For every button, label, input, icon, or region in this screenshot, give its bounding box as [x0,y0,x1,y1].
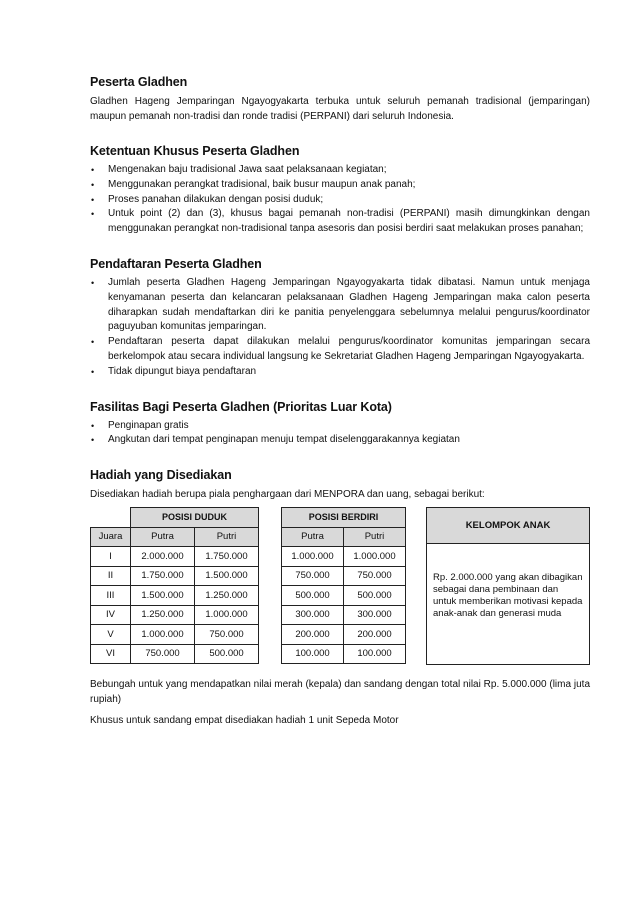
cell-juara: III [91,586,131,606]
cell-putra: 1.000.000 [131,625,195,645]
list-item [90,419,590,434]
bullet-icon: • [91,165,95,175]
table-row [282,605,406,625]
table-row [91,625,259,645]
col-header-putri: Putri [195,527,259,547]
cell-putra: 500.000 [282,586,344,606]
section-peserta [90,75,590,124]
table-kelompok-anak [426,507,590,665]
col-header-putra: Putra [131,527,195,547]
table-row [91,644,259,664]
bullet-icon: • [91,277,95,288]
section-title: Pendaftaran Peserta Gladhen [90,256,262,271]
group-header: POSISI DUDUK [131,508,259,528]
table-row [91,605,259,625]
list-item [90,365,590,380]
prize-note: Khusus untuk sandang empat disediakan hadiah 1 unit Sepeda Motor [90,715,399,727]
table-row [282,586,406,606]
table-posisi-berdiri [281,507,406,664]
list-item [90,193,590,208]
bullet-icon: • [91,194,95,205]
cell-putra: 300.000 [282,605,344,625]
section-title: Ketentuan Khusus Peserta Gladhen [90,144,300,158]
list-item [90,178,590,193]
cell-putra: 100.000 [282,644,344,664]
list-item-text: Proses panahan dilakukan dengan posisi duduk; [108,193,324,205]
bullet-icon: • [91,179,95,190]
cell-juara: I [91,547,131,567]
table-row [91,566,259,586]
list-item [90,163,590,178]
table-row [91,547,259,567]
kelompok-header: KELOMPOK ANAK [427,508,590,544]
cell-juara: II [91,566,131,586]
table-posisi-duduk [90,507,259,664]
prize-note: Bebungah untuk yang mendapatkan nilai merah (kepala) dan sandang dengan total nilai Rp. 5.000.000 (lima juta rupiah) [90,679,590,706]
cell-putra: 750.000 [131,644,195,664]
list-item [90,433,590,448]
cell-putra: 1.000.000 [282,547,344,567]
cell-putri: 200.000 [344,625,406,645]
cell-juara: V [91,625,131,645]
section-title: Fasilitas Bagi Peserta Gladhen (Prioritas Luar Kota) [90,399,392,414]
cell-putra: 1.250.000 [131,605,195,625]
cell-putri: 300.000 [344,605,406,625]
cell-putri: 1.750.000 [195,547,259,567]
cell-putra: 1.750.000 [131,566,195,586]
col-header-putri: Putri [344,527,406,547]
prize-tables [90,507,590,667]
section-hadiah [90,468,590,728]
table-row [91,586,259,606]
table-row [282,547,406,567]
table-row [282,644,406,664]
cell-putri: 500.000 [344,586,406,606]
list-item-text: Tidak dipungut biaya pendaftaran [108,365,257,377]
bullet-icon: • [91,209,95,220]
cell-putri: 100.000 [344,644,406,664]
list-item-text: Penginapan gratis [108,419,189,431]
list-item-text: Angkutan dari tempat penginapan menuju tempat diselenggarakannya kegiatan [108,434,460,446]
cell-juara: IV [91,605,131,625]
section-fasilitas [90,400,590,449]
bullet-icon: • [91,337,95,348]
cell-putri: 750.000 [344,566,406,586]
cell-putri: 1.250.000 [195,586,259,606]
table-row [282,625,406,645]
list-item-text: Pendaftaran peserta dapat dilakukan melalui pengurus/koordinator komunitas jemparingan secara berkelompok atau secara individual langsung ke Sekretariat Gladhen Hageng Jemparingan Ngayogyakarta. [108,336,590,362]
list-item [90,276,590,335]
cell-putra: 750.000 [282,566,344,586]
list-item-text: Menggunakan perangkat tradisional, baik busur maupun anak panah; [108,178,416,190]
cell-putri: 1.500.000 [195,566,259,586]
cell-juara: VI [91,644,131,664]
section-title: Hadiah yang Disediakan [90,468,232,483]
bullet-icon: • [91,366,95,377]
table-corner [91,508,131,528]
cell-putri: 1.000.000 [195,605,259,625]
bullet-icon: • [91,420,95,431]
bullet-icon: • [91,435,95,446]
cell-putra: 2.000.000 [131,547,195,567]
section-title: Peserta Gladhen [90,75,188,89]
cell-putri: 1.000.000 [344,547,406,567]
group-header: POSISI BERDIRI [282,508,406,528]
bullet-list [90,276,590,380]
bullet-list [90,163,590,237]
col-header-putra: Putra [282,527,344,547]
list-item-text: Mengenakan baju tradisional Jawa saat pelaksanaan kegiatan; [108,164,387,175]
document-page [90,75,590,728]
cell-putri: 500.000 [195,644,259,664]
bullet-list [90,419,590,449]
kelompok-body: Rp. 2.000.000 yang akan dibagikan sebagai dana pembinaan dan untuk memberikan motivasi kepada anak-anak dan generasi muda [427,544,590,665]
section-pendaftaran [90,257,590,380]
col-header-juara: Juara [91,527,131,547]
section-body: Gladhen Hageng Jemparingan Ngayogyakarta terbuka untuk seluruh pemanah tradisional (jemparingan) maupun pemanah non-tradisi dan ronde tradisi (PERPANI) dari seluruh Indonesia. [90,96,590,122]
list-item-text: Jumlah peserta Gladhen Hageng Jemparingan Ngayogyakarta tidak dibatasi. Namun untuk menjaga kenyamanan peserta dan kelancaran pelaksanaan Gladhen Hageng Jemparingan maka calon peserta diharapkan sudah mendaftarkan diri ke panitia penyelenggara sebelumnya melalui pengurus/koordinator paguyuban komunitas jemparingan. [108,276,590,333]
list-item [90,207,590,237]
section-intro: Disediakan hadiah berupa piala penghargaan dari MENPORA dan uang, sebagai berikut: [90,489,485,501]
cell-putra: 1.500.000 [131,586,195,606]
section-ketentuan [90,144,590,237]
list-item-text: Untuk point (2) dan (3), khusus bagai pemanah non-tradisi (PERPANI) masih dimungkinkan dengan menggunakan perangkat non-tradisional tanpa asesoris dan posisi berdiri saat melakukan proses panahan; [108,208,590,235]
list-item [90,335,590,365]
cell-putra: 200.000 [282,625,344,645]
cell-putri: 750.000 [195,625,259,645]
table-row [282,566,406,586]
